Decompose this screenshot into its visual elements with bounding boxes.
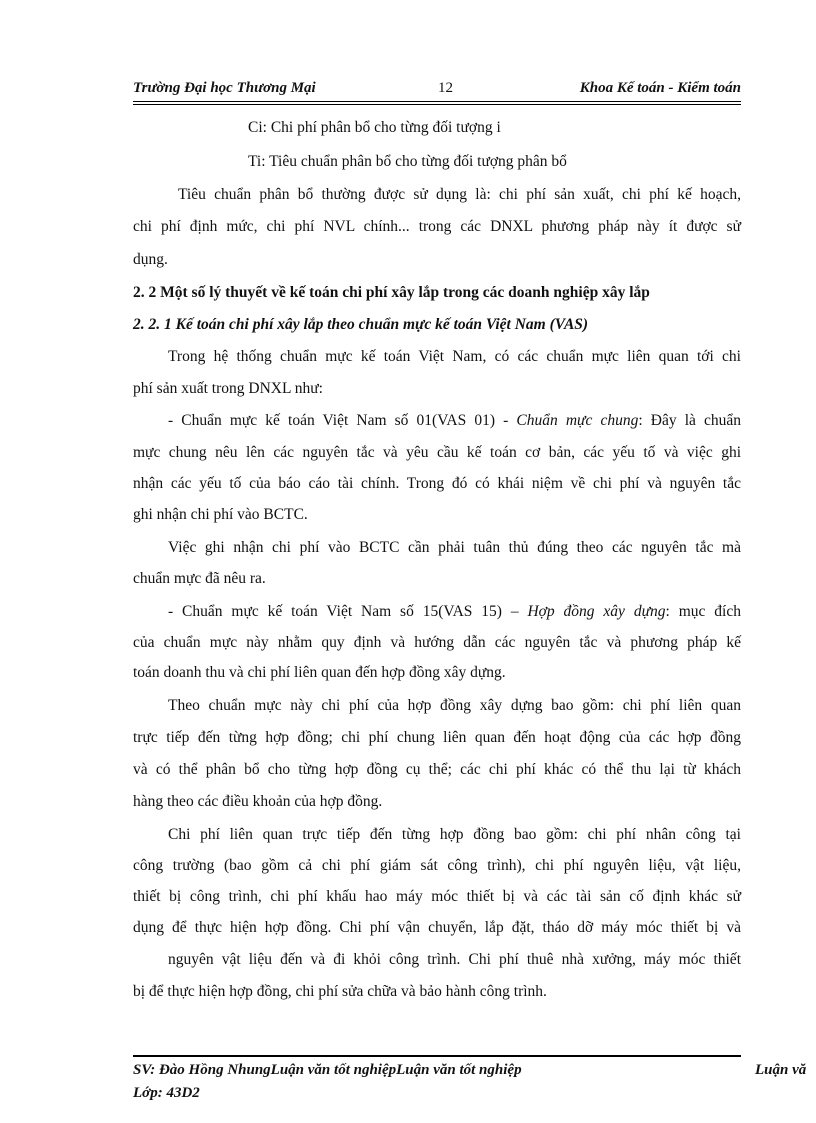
body-line: Chi phí liên quan trực tiếp đến từng hợp đồng bao gồm: chi phí nhân công tại — [168, 826, 741, 843]
body-line: nguyên vật liệu đến và đi khỏi công trình. Chi phí thuê nhà xưởng, máy móc thiết — [168, 951, 741, 968]
body-line: bị để thực hiện hợp đồng, chi phí sửa chữa và bảo hành công trình. — [133, 983, 547, 1000]
body-line: Tiêu chuẩn phân bổ thường được sử dụng là: chi phí sản xuất, chi phí kế hoạch, — [178, 186, 741, 203]
header-page-number: 12 — [438, 80, 453, 96]
vas01-title: Chuẩn mực chung — [516, 412, 639, 429]
header-faculty: Khoa Kế toán - Kiểm toán — [579, 80, 741, 96]
body-line: thiết bị công trình, chi phí khấu hao máy móc thiết bị và các tài sản cố định khác sử — [133, 888, 741, 905]
body-line: Ci: Chi phí phân bổ cho từng đối tượng i — [248, 119, 501, 136]
body-line: Việc ghi nhận chi phí vào BCTC cần phải tuân thủ đúng theo các nguyên tắc mà — [168, 539, 741, 556]
body-line: Ti: Tiêu chuẩn phân bổ cho từng đối tượng phân bổ — [248, 153, 567, 170]
body-line: và có thể phân bổ cho từng hợp đồng cụ thể; các chi phí khác có thể thu lại từ khách — [133, 761, 741, 778]
body-line: ghi nhận chi phí vào BCTC. — [133, 506, 308, 523]
body-line-vas01: - Chuẩn mực kế toán Việt Nam số 01(VAS 01) - Chuẩn mực chung: Đây là chuẩn — [168, 412, 741, 429]
body-line: dụng. — [133, 251, 168, 268]
body-line: chi phí định mức, chi phí NVL chính... trong các DNXL phương pháp này ít được sử — [133, 218, 741, 235]
body-line: của chuẩn mực này nhằm quy định và hướng dẫn các nguyên tắc và phương pháp kế — [133, 634, 741, 651]
vas15-title: Hợp đồng xây dựng — [527, 603, 666, 620]
body-line: phí sản xuất trong DNXL như: — [133, 380, 323, 397]
section-heading: 2. 2 Một số lý thuyết về kế toán chi phí xây lắp trong các doanh nghiệp xây lắp — [133, 284, 650, 301]
body-line: công trường (bao gồm cả chi phí giám sát công trình), chi phí nguyên liệu, vật liệu, — [133, 857, 741, 874]
body-line: mực chung nêu lên các nguyên tắc và yêu cầu kế toán cơ bản, các yếu tố và việc ghi — [133, 444, 741, 461]
body-line: dụng để thực hiện hợp đồng. Chi phí vận chuyển, lắp đặt, tháo dỡ máy móc thiết bị và — [133, 919, 741, 936]
body-line: trực tiếp đến từng hợp đồng; chi phí chung liên quan đến hoạt động của các hợp đồng — [133, 729, 741, 746]
page-header — [133, 78, 741, 102]
body-line: chuẩn mực đã nêu ra. — [133, 570, 266, 587]
subsection-heading: 2. 2. 1 Kế toán chi phí xây lắp theo chuẩn mực kế toán Việt Nam (VAS) — [133, 316, 589, 333]
footer-right-text: Luận vă — [755, 1062, 807, 1078]
footer-class: Lớp: 43D2 — [133, 1085, 200, 1101]
body-line: toán doanh thu và chi phí liên quan đến hợp đồng xây dựng. — [133, 664, 506, 681]
body-line: nhận các yếu tố của báo cáo tài chính. Trong đó có khái niệm về chi phí và nguyên tắc — [133, 475, 741, 492]
body-line: hàng theo các điều khoản của hợp đồng. — [133, 793, 383, 810]
body-line-vas15: - Chuẩn mực kế toán Việt Nam số 15(VAS 15) – Hợp đồng xây dựng: mục đích — [168, 603, 741, 620]
header-divider — [133, 101, 741, 105]
footer-student: SV: Đào Hồng NhungLuận văn tốt nghiệpLuận văn tốt nghiệp — [133, 1062, 522, 1078]
body-line: Trong hệ thống chuẩn mực kế toán Việt Nam, có các chuẩn mực liên quan tới chi — [168, 348, 741, 365]
footer-divider — [133, 1055, 741, 1057]
header-school: Trường Đại học Thương Mại — [133, 80, 316, 96]
body-line: Theo chuẩn mực này chi phí của hợp đồng xây dựng bao gồm: chi phí liên quan — [168, 697, 741, 714]
